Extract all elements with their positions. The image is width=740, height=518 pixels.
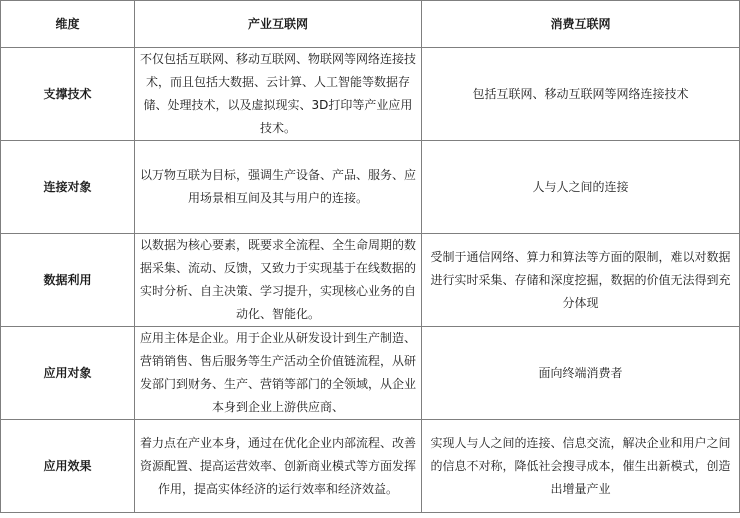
table-row <box>1 327 740 420</box>
row-dimension: 支撑技术 <box>1 48 135 141</box>
row-industrial-cell: 以万物互联为目标，强调生产设备、产品、服务、应用场景相互间及其与用户的连接。 <box>135 141 422 234</box>
table-row <box>1 234 740 327</box>
header-consumer-internet: 消费互联网 <box>422 1 740 48</box>
header-industrial-internet: 产业互联网 <box>135 1 422 48</box>
row-consumer-cell: 面向终端消费者 <box>422 327 740 420</box>
row-industrial-cell: 着力点在产业本身，通过在优化企业内部流程、改善资源配置、提高运营效率、创新商业模式等方面发挥作用，提高实体经济的运行效率和经济效益。 <box>135 420 422 513</box>
header-dimension: 维度 <box>1 1 135 48</box>
header-row <box>1 1 740 48</box>
row-consumer-cell: 实现人与人之间的连接、信息交流，解决企业和用户之间的信息不对称，降低社会搜寻成本，催生出新模式，创造出增量产业 <box>422 420 740 513</box>
row-dimension: 数据利用 <box>1 234 135 327</box>
table-row <box>1 420 740 513</box>
row-consumer-cell: 包括互联网、移动互联网等网络连接技术 <box>422 48 740 141</box>
row-industrial-cell: 以数据为核心要素，既要求全流程、全生命周期的数据采集、流动、反馈，又致力于实现基于在线数据的实时分析、自主决策、学习提升，实现核心业务的自动化、智能化。 <box>135 234 422 327</box>
row-consumer-cell: 人与人之间的连接 <box>422 141 740 234</box>
row-dimension: 连接对象 <box>1 141 135 234</box>
row-dimension: 应用效果 <box>1 420 135 513</box>
table-body <box>1 48 740 513</box>
row-consumer-cell: 受制于通信网络、算力和算法等方面的限制，难以对数据进行实时采集、存储和深度挖掘，数据的价值无法得到充分体现 <box>422 234 740 327</box>
table-row <box>1 141 740 234</box>
table-header <box>1 1 740 48</box>
row-dimension: 应用对象 <box>1 327 135 420</box>
row-industrial-cell: 不仅包括互联网、移动互联网、物联网等网络连接技术，而且包括大数据、云计算、人工智能等数据存储、处理技术，以及虚拟现实、3D打印等产业应用技术。 <box>135 48 422 141</box>
row-industrial-cell: 应用主体是企业。用于企业从研发设计到生产制造、营销销售、售后服务等生产活动全价值链流程，从研发部门到财务、生产、营销等部门的全领域，从企业本身到企业上游供应商、 <box>135 327 422 420</box>
table-row <box>1 48 740 141</box>
